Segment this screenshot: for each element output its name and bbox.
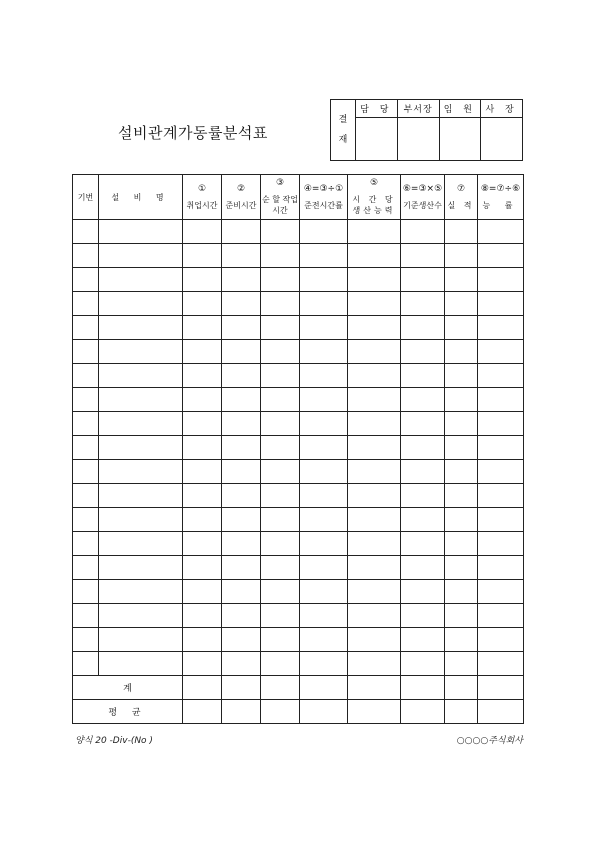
table-cell[interactable]	[261, 700, 300, 724]
table-cell[interactable]	[222, 316, 261, 340]
approval-label	[331, 100, 356, 161]
table-cell[interactable]	[222, 628, 261, 652]
table-cell[interactable]	[99, 652, 183, 676]
table-cell[interactable]	[261, 220, 300, 244]
table-cell[interactable]	[222, 604, 261, 628]
table-cell[interactable]	[478, 364, 524, 388]
table-cell[interactable]	[478, 604, 524, 628]
table-cell[interactable]	[73, 388, 99, 412]
utilization-table	[72, 174, 524, 724]
table-cell[interactable]	[300, 628, 348, 652]
table-cell[interactable]	[445, 556, 478, 580]
table-cell[interactable]	[445, 292, 478, 316]
table-cell[interactable]	[183, 532, 222, 556]
table-cell[interactable]	[401, 676, 445, 700]
table-cell[interactable]	[73, 436, 99, 460]
table-row	[73, 652, 524, 676]
table-cell[interactable]	[73, 628, 99, 652]
table-cell[interactable]	[348, 652, 401, 676]
table-cell[interactable]	[300, 292, 348, 316]
table-cell[interactable]	[261, 412, 300, 436]
table-cell[interactable]	[401, 364, 445, 388]
table-cell[interactable]	[99, 292, 183, 316]
table-cell[interactable]	[445, 604, 478, 628]
table-cell[interactable]	[401, 580, 445, 604]
table-cell[interactable]	[300, 484, 348, 508]
table-row	[73, 460, 524, 484]
table-row	[73, 388, 524, 412]
table-cell[interactable]	[478, 412, 524, 436]
header-hourly-capacity: ⑤ 시 간 당 생산능력	[348, 175, 401, 220]
table-cell[interactable]	[99, 484, 183, 508]
table-cell[interactable]	[261, 268, 300, 292]
approval-signature-cell[interactable]	[439, 118, 481, 161]
table-cell[interactable]	[99, 628, 183, 652]
table-row	[73, 604, 524, 628]
table-cell[interactable]	[348, 220, 401, 244]
table-cell[interactable]	[222, 268, 261, 292]
table-cell[interactable]	[99, 580, 183, 604]
table-cell[interactable]	[348, 316, 401, 340]
table-cell[interactable]	[300, 460, 348, 484]
table-cell[interactable]	[348, 580, 401, 604]
table-cell[interactable]	[401, 292, 445, 316]
table-cell[interactable]	[222, 652, 261, 676]
table-cell[interactable]	[300, 532, 348, 556]
table-cell[interactable]	[99, 316, 183, 340]
table-cell[interactable]	[222, 364, 261, 388]
total-row	[73, 676, 524, 700]
table-cell[interactable]	[348, 508, 401, 532]
average-label: 평 균	[73, 700, 183, 724]
table-cell[interactable]	[445, 364, 478, 388]
table-cell[interactable]	[300, 556, 348, 580]
table-cell[interactable]	[183, 652, 222, 676]
table-cell[interactable]	[261, 292, 300, 316]
table-cell[interactable]	[261, 532, 300, 556]
table-cell[interactable]	[348, 268, 401, 292]
table-cell[interactable]	[300, 388, 348, 412]
table-cell[interactable]	[445, 268, 478, 292]
table-cell[interactable]	[73, 292, 99, 316]
table-cell[interactable]	[183, 268, 222, 292]
table-cell[interactable]	[445, 460, 478, 484]
header-prep-hours: ② 준비시간	[222, 175, 261, 220]
table-cell[interactable]	[73, 532, 99, 556]
approval-signature-cell[interactable]	[397, 118, 439, 161]
table-cell[interactable]	[478, 484, 524, 508]
table-cell[interactable]	[478, 388, 524, 412]
table-cell[interactable]	[401, 436, 445, 460]
table-cell[interactable]	[222, 244, 261, 268]
table-cell[interactable]	[478, 340, 524, 364]
table-cell[interactable]	[222, 532, 261, 556]
table-cell[interactable]	[99, 556, 183, 580]
table-cell[interactable]	[348, 412, 401, 436]
approval-signature-cell[interactable]	[356, 118, 398, 161]
table-cell[interactable]	[99, 244, 183, 268]
table-cell[interactable]	[261, 364, 300, 388]
table-cell[interactable]	[73, 340, 99, 364]
table-cell[interactable]	[222, 220, 261, 244]
table-cell[interactable]	[348, 532, 401, 556]
table-cell[interactable]	[261, 556, 300, 580]
table-cell[interactable]	[183, 460, 222, 484]
table-cell[interactable]	[261, 580, 300, 604]
table-cell[interactable]	[348, 700, 401, 724]
table-cell[interactable]	[73, 604, 99, 628]
table-cell[interactable]	[300, 316, 348, 340]
table-cell[interactable]	[478, 244, 524, 268]
approval-header-president: 사 장	[481, 100, 523, 118]
table-cell[interactable]	[445, 244, 478, 268]
table-cell[interactable]	[99, 268, 183, 292]
table-cell[interactable]	[348, 460, 401, 484]
table-cell[interactable]	[445, 220, 478, 244]
table-cell[interactable]	[401, 268, 445, 292]
table-cell[interactable]	[73, 412, 99, 436]
table-cell[interactable]	[73, 460, 99, 484]
table-cell[interactable]	[73, 556, 99, 580]
table-cell[interactable]	[348, 436, 401, 460]
table-row	[73, 508, 524, 532]
table-cell[interactable]	[401, 604, 445, 628]
approval-header-staff: 담 당	[356, 100, 398, 118]
table-cell[interactable]	[445, 316, 478, 340]
table-cell[interactable]	[348, 364, 401, 388]
table-row	[73, 316, 524, 340]
table-cell[interactable]	[478, 316, 524, 340]
table-cell[interactable]	[183, 388, 222, 412]
table-cell[interactable]	[401, 244, 445, 268]
table-cell[interactable]	[183, 412, 222, 436]
table-cell[interactable]	[99, 508, 183, 532]
table-cell[interactable]	[73, 364, 99, 388]
table-cell[interactable]	[300, 508, 348, 532]
table-cell[interactable]	[261, 484, 300, 508]
table-cell[interactable]	[445, 676, 478, 700]
table-cell[interactable]	[300, 604, 348, 628]
table-cell[interactable]	[222, 340, 261, 364]
table-row	[73, 412, 524, 436]
table-cell[interactable]	[222, 292, 261, 316]
table-cell[interactable]	[300, 652, 348, 676]
approval-signature-cell[interactable]	[481, 118, 523, 161]
header-efficiency: ⑧=⑦÷⑥ 능 률	[478, 175, 524, 220]
table-cell[interactable]	[73, 268, 99, 292]
table-cell[interactable]	[401, 628, 445, 652]
table-cell[interactable]	[445, 628, 478, 652]
table-cell[interactable]	[478, 508, 524, 532]
table-cell[interactable]	[222, 460, 261, 484]
table-cell[interactable]	[73, 484, 99, 508]
table-cell[interactable]	[300, 364, 348, 388]
table-cell[interactable]	[300, 676, 348, 700]
table-cell[interactable]	[261, 436, 300, 460]
table-cell[interactable]	[222, 676, 261, 700]
table-cell[interactable]	[222, 508, 261, 532]
table-cell[interactable]	[222, 700, 261, 724]
table-cell[interactable]	[183, 220, 222, 244]
table-body	[73, 220, 524, 676]
table-row	[73, 364, 524, 388]
table-cell[interactable]	[183, 244, 222, 268]
table-cell[interactable]	[300, 412, 348, 436]
table-cell[interactable]	[445, 388, 478, 412]
table-cell[interactable]	[478, 436, 524, 460]
table-cell[interactable]	[348, 628, 401, 652]
table-cell[interactable]	[183, 676, 222, 700]
table-cell[interactable]	[183, 292, 222, 316]
table-cell[interactable]	[73, 316, 99, 340]
table-cell[interactable]	[300, 700, 348, 724]
table-cell[interactable]	[183, 484, 222, 508]
table-cell[interactable]	[401, 484, 445, 508]
table-cell[interactable]	[478, 532, 524, 556]
table-cell[interactable]	[478, 460, 524, 484]
table-cell[interactable]	[99, 436, 183, 460]
header-time-ratio: ④=③÷① 준전시간률	[300, 175, 348, 220]
table-cell[interactable]	[261, 244, 300, 268]
approval-header-executive: 임 원	[439, 100, 481, 118]
table-cell[interactable]	[261, 340, 300, 364]
table-cell[interactable]	[300, 340, 348, 364]
table-cell[interactable]	[401, 652, 445, 676]
table-cell[interactable]	[348, 604, 401, 628]
table-cell[interactable]	[73, 508, 99, 532]
table-cell[interactable]	[261, 652, 300, 676]
table-row	[73, 268, 524, 292]
table-row	[73, 484, 524, 508]
table-cell[interactable]	[99, 532, 183, 556]
table-cell[interactable]	[478, 628, 524, 652]
table-cell[interactable]	[478, 220, 524, 244]
table-cell[interactable]	[401, 412, 445, 436]
table-cell[interactable]	[99, 388, 183, 412]
table-cell[interactable]	[183, 508, 222, 532]
table-cell[interactable]	[300, 268, 348, 292]
table-cell[interactable]	[183, 628, 222, 652]
table-cell[interactable]	[445, 340, 478, 364]
table-cell[interactable]	[73, 580, 99, 604]
table-cell[interactable]	[401, 556, 445, 580]
company-name: ○○○○주식회사	[456, 736, 523, 746]
table-cell[interactable]	[478, 268, 524, 292]
table-cell[interactable]	[222, 388, 261, 412]
table-cell[interactable]	[183, 556, 222, 580]
table-row	[73, 292, 524, 316]
form-number: 양식 20 -Div-(No )	[75, 736, 153, 746]
table-cell[interactable]	[261, 508, 300, 532]
header-work-hours: ① 취업시간	[183, 175, 222, 220]
table-row	[73, 244, 524, 268]
table-cell[interactable]	[261, 676, 300, 700]
table-cell[interactable]	[183, 316, 222, 340]
table-cell[interactable]	[478, 292, 524, 316]
table-cell[interactable]	[300, 220, 348, 244]
table-cell[interactable]	[73, 244, 99, 268]
table-cell[interactable]	[478, 652, 524, 676]
table-cell[interactable]	[401, 316, 445, 340]
table-cell[interactable]	[222, 580, 261, 604]
average-row	[73, 700, 524, 724]
header-net-work-hours: ③ 순 할 작업시간	[261, 175, 300, 220]
table-cell[interactable]	[99, 340, 183, 364]
table-cell[interactable]	[348, 676, 401, 700]
table-cell[interactable]	[348, 244, 401, 268]
table-cell[interactable]	[348, 484, 401, 508]
table-cell[interactable]	[300, 436, 348, 460]
table-cell[interactable]	[478, 580, 524, 604]
table-cell[interactable]	[348, 340, 401, 364]
table-cell[interactable]	[99, 604, 183, 628]
table-cell[interactable]	[183, 364, 222, 388]
table-cell[interactable]	[445, 412, 478, 436]
table-cell[interactable]	[183, 700, 222, 724]
table-cell[interactable]	[348, 556, 401, 580]
table-cell[interactable]	[183, 340, 222, 364]
approval-label-top: 결	[338, 115, 348, 125]
table-cell[interactable]	[261, 604, 300, 628]
document-title: 설비관계가동률분석표	[118, 124, 268, 142]
table-cell[interactable]	[183, 436, 222, 460]
table-cell[interactable]	[401, 700, 445, 724]
table-cell[interactable]	[99, 412, 183, 436]
table-row	[73, 436, 524, 460]
table-cell[interactable]	[300, 580, 348, 604]
table-row	[73, 628, 524, 652]
table-cell[interactable]	[261, 316, 300, 340]
header-standard-output: ⑥=③×⑤ 기준생산수	[401, 175, 445, 220]
table-cell[interactable]	[222, 412, 261, 436]
table-cell[interactable]	[401, 508, 445, 532]
table-cell[interactable]	[445, 700, 478, 724]
table-cell[interactable]	[445, 652, 478, 676]
table-cell[interactable]	[478, 556, 524, 580]
table-cell[interactable]	[401, 220, 445, 244]
table-cell[interactable]	[445, 484, 478, 508]
table-row	[73, 556, 524, 580]
table-row	[73, 532, 524, 556]
table-cell[interactable]	[445, 436, 478, 460]
table-cell[interactable]	[73, 220, 99, 244]
table-cell[interactable]	[261, 388, 300, 412]
table-cell[interactable]	[445, 532, 478, 556]
approval-box	[330, 99, 523, 161]
table-cell[interactable]	[348, 388, 401, 412]
table-row	[73, 220, 524, 244]
table-row	[73, 340, 524, 364]
header-machine-no: 기번	[73, 175, 99, 220]
table-cell[interactable]	[261, 628, 300, 652]
table-cell[interactable]	[445, 508, 478, 532]
table-cell[interactable]	[300, 244, 348, 268]
approval-label-bottom: 재	[338, 135, 348, 145]
table-cell[interactable]	[478, 676, 524, 700]
table-cell[interactable]	[99, 364, 183, 388]
table-cell[interactable]	[99, 220, 183, 244]
table-cell[interactable]	[261, 460, 300, 484]
table-cell[interactable]	[222, 484, 261, 508]
table-cell[interactable]	[401, 460, 445, 484]
table-row	[73, 580, 524, 604]
table-cell[interactable]	[348, 292, 401, 316]
table-header-row	[73, 175, 524, 220]
table-cell[interactable]	[183, 580, 222, 604]
table-cell[interactable]	[401, 340, 445, 364]
table-cell[interactable]	[478, 700, 524, 724]
table-cell[interactable]	[73, 652, 99, 676]
table-cell[interactable]	[99, 460, 183, 484]
table-cell[interactable]	[222, 556, 261, 580]
total-label: 계	[73, 676, 183, 700]
table-cell[interactable]	[401, 388, 445, 412]
table-cell[interactable]	[401, 532, 445, 556]
table-cell[interactable]	[445, 580, 478, 604]
table-cell[interactable]	[183, 604, 222, 628]
approval-header-dept-head: 부서장	[397, 100, 439, 118]
header-actual: ⑦ 실 적	[445, 175, 478, 220]
table-cell[interactable]	[222, 436, 261, 460]
header-equipment-name: 설 비 명	[99, 175, 183, 220]
